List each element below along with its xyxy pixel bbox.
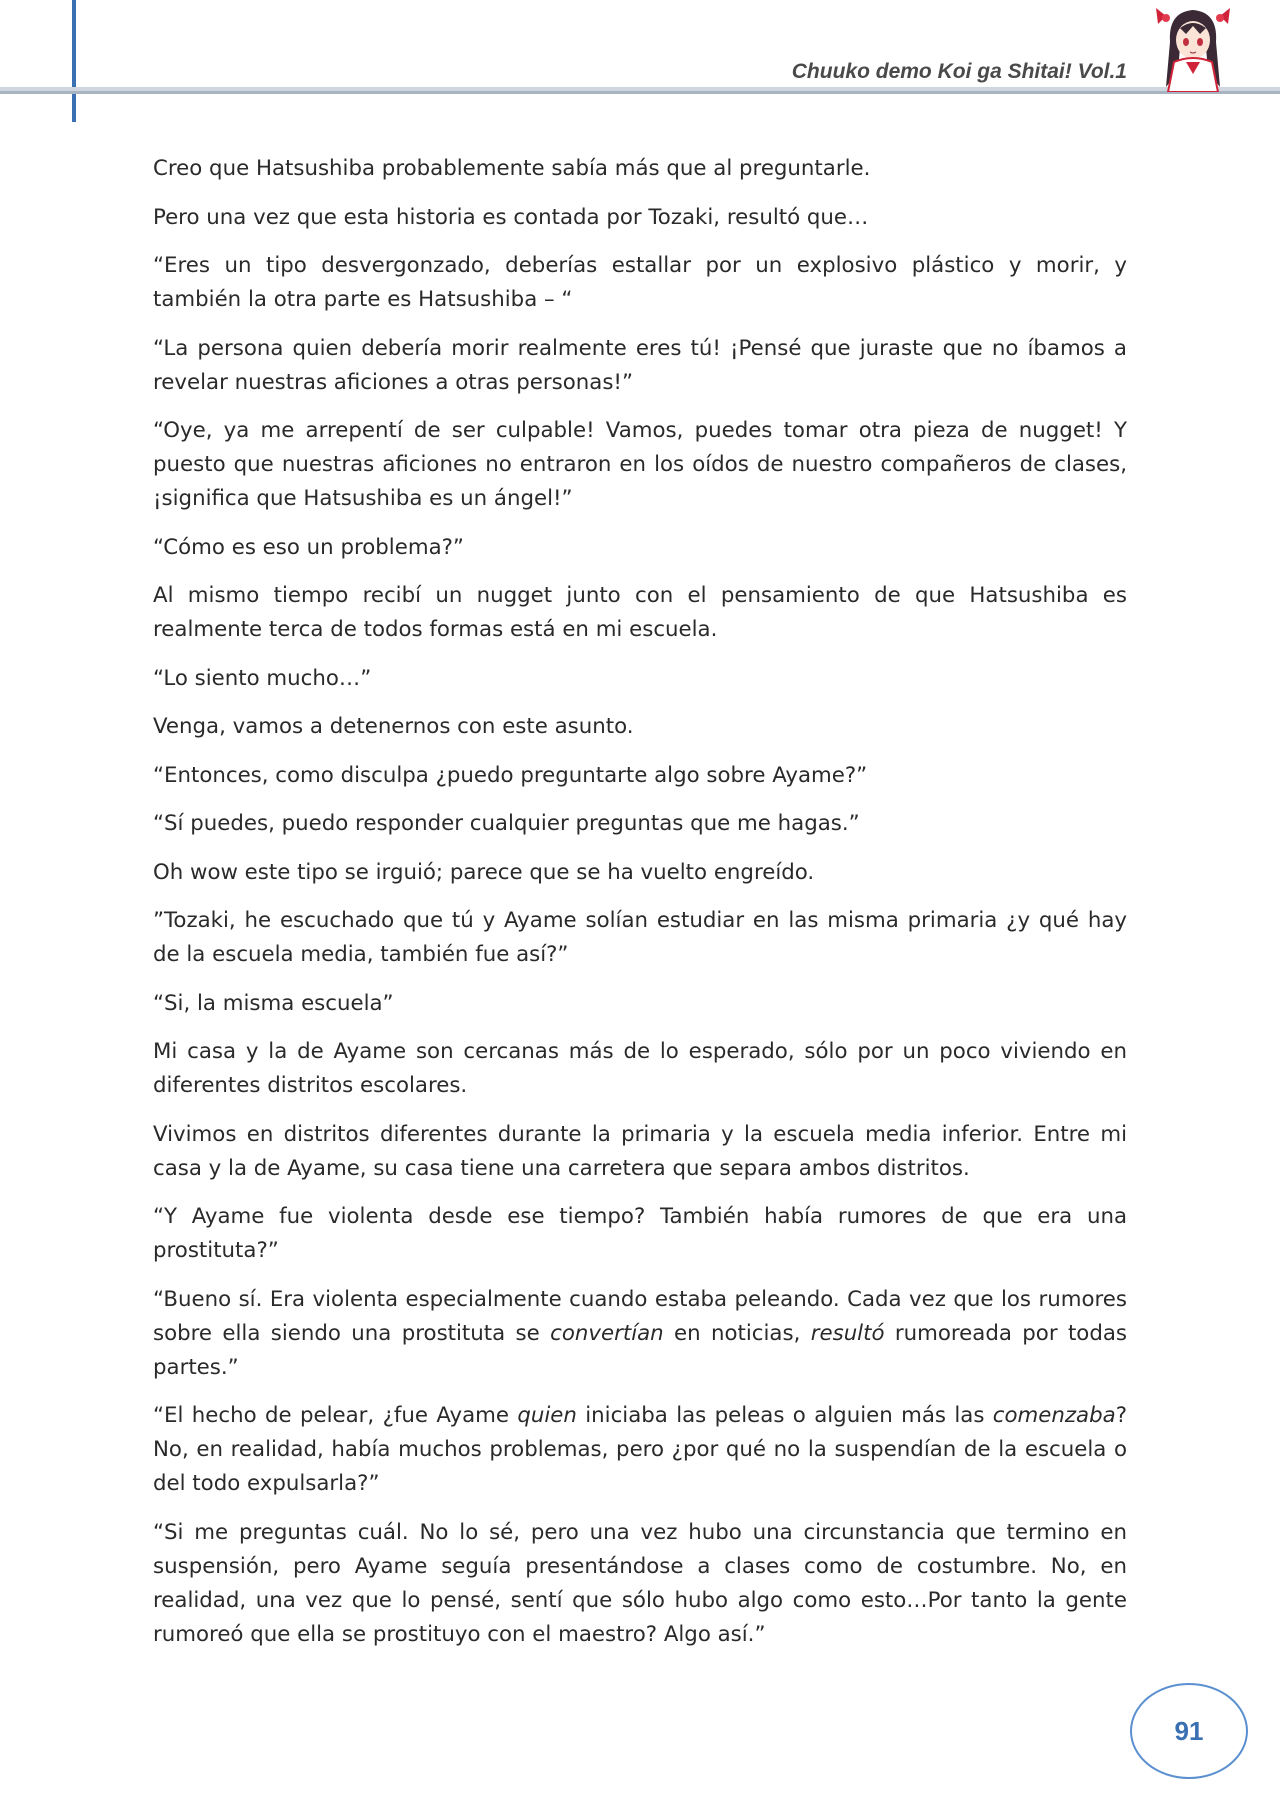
paragraph — [153, 1118, 1127, 1186]
text-run: Venga, vamos a detenernos con este asunto. — [153, 714, 634, 739]
paragraph — [153, 579, 1127, 647]
text-run: Oh wow este tipo se irguió; parece que se ha vuelto engreído. — [153, 859, 815, 885]
text-run: “Bueno sí. Era violenta especialmente cuando estaba peleando. Cada vez que los rumores sobre ella siendo una prostituta se — [153, 1286, 1127, 1346]
chapter-text — [153, 152, 1127, 1666]
margin-vertical-rule — [72, 0, 76, 122]
paragraph — [153, 152, 1127, 186]
text-run: en noticias, — [663, 1320, 811, 1346]
italic-text: comenzaba — [992, 1403, 1116, 1428]
text-run: Vivimos en distritos diferentes durante la primaria y la escuela media inferior. Entre mi casa y la de Ayame, su casa tiene una carretera que separa ambos distritos. — [153, 1121, 1127, 1181]
text-run: Pero una vez que esta historia es contada por Tozaki, resultó que… — [153, 204, 869, 230]
italic-text: resultó — [810, 1320, 885, 1346]
text-run: “Eres un tipo desvergonzado, deberías estallar por un explosivo plástico y morir, y también la otra parte es Hatsushiba – “ — [153, 253, 1127, 312]
italic-text: quien — [517, 1403, 577, 1428]
text-run: “Oye, ya me arrepentí de ser culpable! Vamos, puedes tomar otra pieza de nugget! Y puesto que nuestras aficiones no entraron en los oídos de nuestro compañeros de clases, ¡significa que Hatsushiba es un ángel!” — [153, 418, 1127, 511]
italic-text: convertían — [550, 1320, 664, 1346]
paragraph — [153, 710, 1127, 744]
paragraph — [153, 1035, 1127, 1103]
header-rule-shadow — [0, 91, 1280, 94]
text-run: “La persona quien debería morir realmente eres tú! ¡Pensé que juraste que no íbamos a revelar nuestras aficiones a otras personas!” — [153, 335, 1127, 395]
paragraph — [153, 1283, 1127, 1385]
page-number: 91 — [1174, 1715, 1204, 1746]
anime-girl-mascot-icon — [1148, 2, 1238, 92]
text-run: ? No, en realidad, había muchos problemas, pero ¿por qué no la suspendían de la escuela o del todo expulsarla?” — [153, 1403, 1127, 1496]
paragraph — [153, 987, 1127, 1021]
text-run: “Sí puedes, puedo responder cualquier preguntas que me hagas.” — [153, 811, 860, 836]
text-run: “El hecho de pelear, ¿fue Ayame — [153, 1403, 518, 1428]
paragraph — [153, 531, 1127, 565]
paragraph — [153, 759, 1127, 793]
paragraph — [153, 662, 1127, 696]
text-run: “Si me preguntas cuál. No lo sé, pero una vez hubo una circunstancia que termino en suspensión, pero Ayame seguía presentándose a clases como de costumbre. No, en realidad, una vez que lo pensé, sentí que sólo hubo algo como esto…Por tanto la gente rumoreó que ella se prostituyo con el maestro? Algo así.” — [153, 1519, 1127, 1647]
paragraph — [153, 414, 1127, 516]
paragraph — [153, 807, 1127, 841]
text-run: rumoreada por todas partes.” — [153, 1320, 1128, 1380]
text-run: Creo que Hatsushiba probablemente sabía más que al preguntarle. — [153, 156, 871, 181]
text-run: Al mismo tiempo recibí un nugget junto con el pensamiento de que Hatsushiba es realmente terca de todos formas está en mi escuela. — [153, 583, 1127, 642]
paragraph — [153, 904, 1127, 972]
text-run: ”Tozaki, he escuchado que tú y Ayame solían estudiar en las misma primaria ¿y qué hay de la escuela media, también fue así?” — [153, 908, 1127, 967]
paragraph — [153, 249, 1127, 317]
text-run: “Lo siento mucho…” — [153, 665, 372, 691]
text-run: “Y Ayame fue violenta desde ese tiempo? También había rumores de que era una prostituta?” — [153, 1204, 1127, 1263]
paragraph — [153, 201, 1127, 235]
paragraph — [153, 1399, 1127, 1501]
text-run: iniciaba las peleas o alguien más las — [576, 1403, 993, 1428]
paragraph — [153, 856, 1127, 890]
paragraph — [153, 1200, 1127, 1268]
paragraph — [153, 332, 1127, 400]
text-run: “Si, la misma escuela” — [153, 990, 394, 1016]
text-run: “Entonces, como disculpa ¿puedo preguntarte algo sobre Ayame?” — [153, 762, 868, 788]
paragraph — [153, 1516, 1127, 1652]
text-run: Mi casa y la de Ayame son cercanas más de lo esperado, sólo por un poco viviendo en diferentes distritos escolares. — [153, 1039, 1127, 1098]
book-title: Chuuko demo Koi ga Shitai! Vol.1 — [791, 60, 1127, 83]
text-run: “Cómo es eso un problema?” — [153, 534, 464, 560]
page-number-badge — [1130, 1683, 1248, 1779]
